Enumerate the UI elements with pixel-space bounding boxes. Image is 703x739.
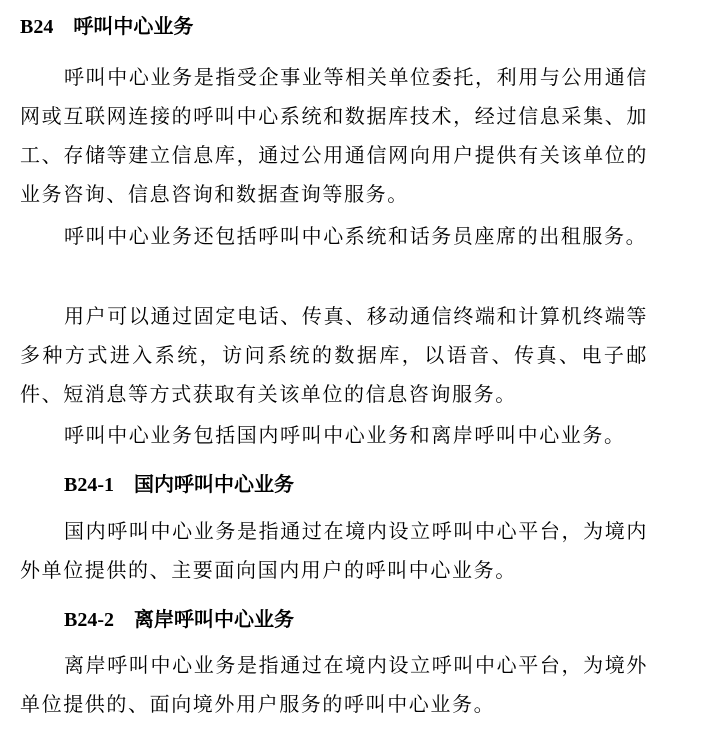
paragraph-rental: 呼叫中心业务还包括呼叫中心系统和话务员座席的出租服务。 xyxy=(64,224,648,248)
subsection-code: B24-2 xyxy=(64,609,114,631)
paragraph-offshore: 离岸呼叫中心业务是指通过在境内设立呼叫中心平台，为境外单位提供的、面向境外用户服务的呼叫中心业务。 xyxy=(20,653,648,716)
section-title: 呼叫中心业务 xyxy=(73,14,194,38)
paragraph-definition: 呼叫中心业务是指受企事业等相关单位委托，利用与公用通信网或互联网连接的呼叫中心系统和数据库技术，经过信息采集、加工、存储等建立信息库，通过公用通信网向用户提供有关该单位的业务咨询、信息咨询和数据查询等服务。 xyxy=(20,65,648,206)
section-heading-b24-2 xyxy=(64,605,294,634)
section-heading-b24 xyxy=(20,12,193,41)
paragraph-domestic: 国内呼叫中心业务是指通过在境内设立呼叫中心平台，为境内外单位提供的、主要面向国内用户的呼叫中心业务。 xyxy=(20,519,648,582)
paragraph-scope: 呼叫中心业务包括国内呼叫中心业务和离岸呼叫中心业务。 xyxy=(64,423,626,447)
paragraph-access: 用户可以通过固定电话、传真、移动通信终端和计算机终端等多种方式进入系统，访问系统的数据库，以语音、传真、电子邮件、短消息等方式获取有关该单位的信息咨询服务。 xyxy=(20,304,648,406)
section-heading-b24-1 xyxy=(64,470,294,499)
section-code: B24 xyxy=(20,16,54,38)
subsection-code: B24-1 xyxy=(64,474,114,496)
subsection-title: 国内呼叫中心业务 xyxy=(134,472,294,496)
subsection-title: 离岸呼叫中心业务 xyxy=(134,607,294,631)
